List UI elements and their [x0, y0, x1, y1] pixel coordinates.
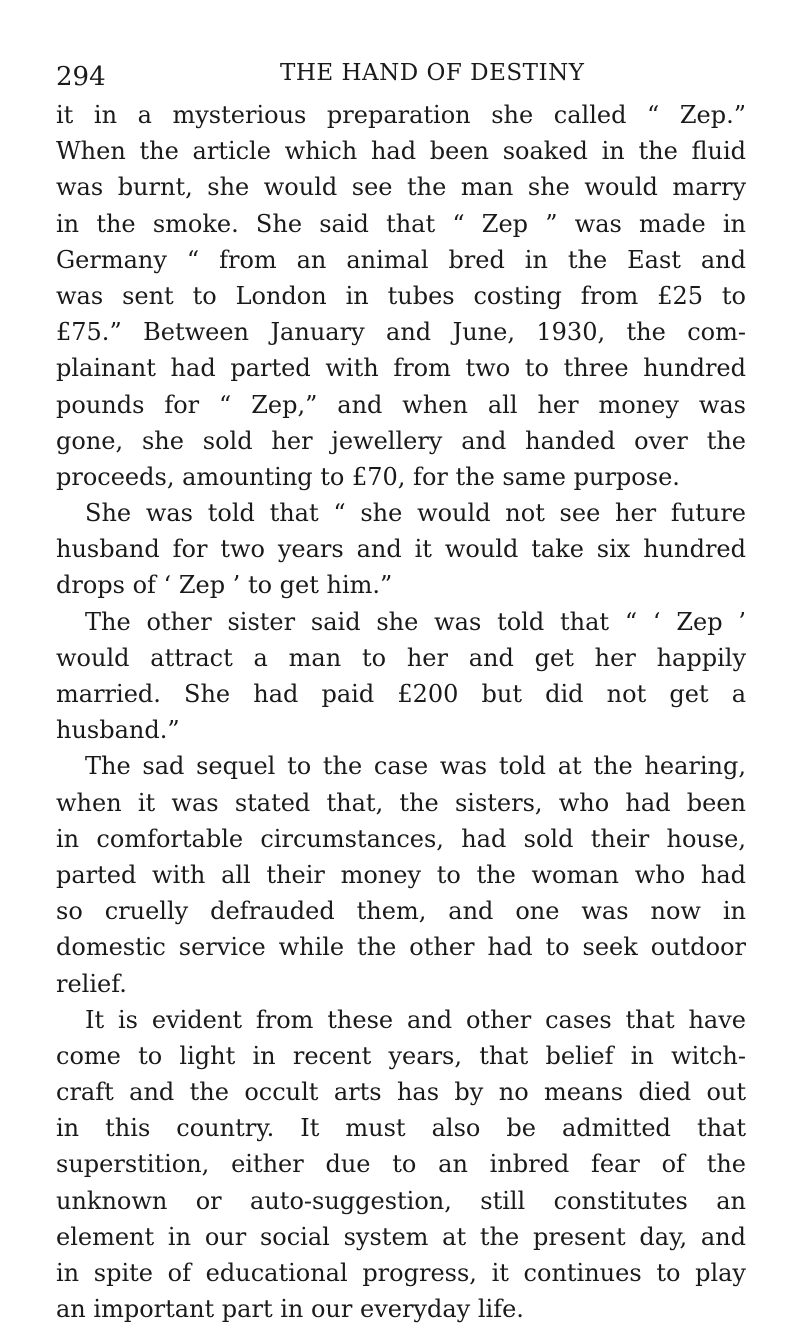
text-line: drops of ‘ Zep ’ to get him.”	[56, 571, 393, 600]
running-head	[56, 58, 746, 94]
text-line: superstition, either due to an inbred fear of the	[56, 1150, 746, 1179]
body-text	[56, 97, 746, 1327]
text-line: When the article which had been soaked in the fluid	[56, 137, 746, 166]
text-line: husband for two years and it would take six hundred	[56, 535, 746, 564]
text-line: it in a mysterious preparation she called “ Zep.”	[56, 101, 746, 129]
text-line: gone, she sold her jewellery and handed over the	[56, 426, 746, 455]
text-line: husband.”	[56, 716, 180, 745]
text-line: The sad sequel to the case was told at the hearing,	[85, 752, 746, 781]
text-line: so cruelly defrauded them, and one was now in	[56, 897, 746, 926]
page-number: 294	[56, 62, 106, 92]
text-line: unknown or auto-suggestion, still constitutes an	[56, 1186, 746, 1215]
text-line: in spite of educational progress, it continues to play	[56, 1259, 746, 1287]
running-title: THE HAND OF DESTINY	[280, 60, 585, 86]
text-line: craft and the occult arts has by no means died out	[56, 1078, 746, 1107]
text-line: The other sister said she was told that “ ‘ Zep ’	[85, 607, 746, 636]
text-line: plainant had parted with from two to three hundred	[56, 354, 746, 383]
text-line: It is evident from these and other cases that have	[85, 1005, 746, 1034]
text-line: Germany “ from an animal bred in the East and	[56, 245, 746, 274]
text-line: in the smoke. She said that “ Zep ” was made in	[56, 209, 746, 238]
text-line: in this country. It must also be admitted that	[56, 1114, 746, 1143]
text-line: come to light in recent years, that belief in witch-	[56, 1041, 746, 1070]
text-line: when it was stated that, the sisters, who had been	[56, 788, 746, 817]
text-line: pounds for “ Zep,” and when all her money was	[56, 390, 746, 419]
text-line: was sent to London in tubes costing from £25 to	[56, 281, 746, 310]
text-line: proceeds, amounting to £70, for the same purpose.	[56, 462, 680, 491]
text-line: in comfortable circumstances, had sold their house,	[56, 824, 746, 853]
text-line: element in our social system at the present day, and	[56, 1222, 746, 1251]
text-line: £75.” Between January and June, 1930, the com-	[56, 318, 746, 347]
text-line: She was told that “ she would not see her future	[85, 499, 746, 528]
text-line: domestic service while the other had to seek outdoor	[56, 933, 746, 962]
text-line: parted with all their money to the woman who had	[56, 860, 746, 889]
text-line: was burnt, she would see the man she would marry	[56, 173, 746, 202]
text-line: relief.	[56, 969, 127, 998]
text-line: would attract a man to her and get her happily	[56, 643, 746, 672]
text-line: an important part in our everyday life.	[56, 1295, 524, 1324]
text-line: married. She had paid £200 but did not get a	[56, 680, 746, 708]
